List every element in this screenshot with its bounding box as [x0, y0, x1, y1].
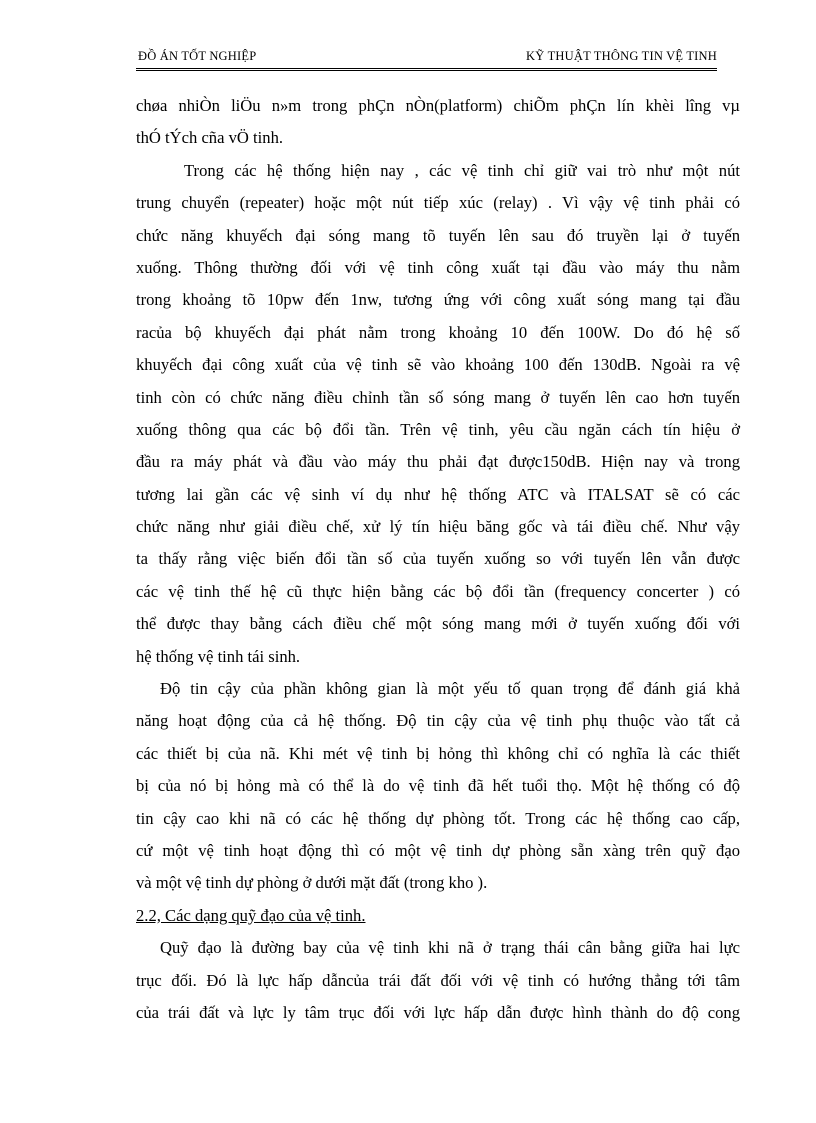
text-line: thÓ tÝch cña vÖ tinh. — [136, 128, 284, 148]
text-line: các thiết bị của nã. Khi mét vệ tinh bị hỏng thì không chỉ có nghĩa là các thiết — [136, 743, 740, 763]
text-line: tin cậy cao khi nã có các hệ thống dự phòng tốt. Trong các hệ thống cao cấp, — [136, 808, 740, 828]
header-right-title: KỸ THUẬT THÔNG TIN VỆ TINH — [526, 49, 717, 63]
text-line: Độ tin cậy của phần không gian là một yếu tố quan trọng để đánh giá khả — [160, 679, 740, 699]
text-line: ta thấy rằng việc biến đổi tần số của tuyến xuống so với tuyến lên vẫn được — [136, 549, 740, 569]
text-line: và một vệ tinh dự phòng ở dưới mặt đất (trong kho ). — [136, 873, 488, 893]
text-line: cứ một vệ tinh hoạt động thì có một vệ tinh dự phòng sẵn xàng trên quỹ đạo — [136, 840, 740, 860]
text-line: chøa nhiÒn liÖu n»m trong phÇn nÒn(platform) chiÕm phÇn lín khèi lîng vµ — [136, 96, 740, 115]
text-line: hệ thống vệ tinh tái sinh. — [136, 646, 301, 666]
text-line: đầu ra máy phát và đầu vào máy thu phải đạt được150dB. Hiện nay và trong — [136, 452, 740, 472]
text-line: xuống. Thông thường đối với vệ tinh công xuất tại đầu vào máy thu nằm — [136, 257, 740, 277]
text-line: của trái đất và lực ly tâm trục đối với lực hấp dẫn được hình thành do độ cong — [136, 1002, 740, 1022]
text-line: Quỹ đạo là đường bay của vệ tinh khi nã ở trạng thái cân bằng giữa hai lực — [160, 938, 740, 958]
page-header — [136, 46, 717, 71]
text-line: chức năng khuyếch đại sóng mang tõ tuyến lên sau đó truyền lại ở tuyến — [136, 225, 740, 245]
text-line: bị của nó bị hỏng mà có thể là do vệ tinh đã hết tuổi thọ. Một hệ thống có độ — [136, 776, 740, 796]
text-line: các vệ tinh thế hệ cũ thực hiện bằng các bộ đổi tần (frequency concerter ) có — [136, 581, 740, 601]
text-line: trong khoảng tõ 10pw đến 1nw, tương ứng với công xuất sóng mang tại đầu — [136, 290, 740, 310]
text-line: Trong các hệ thống hiện nay , các vệ tinh chỉ giữ vai trò như một nút — [184, 160, 740, 180]
text-line: năng hoạt động của cả hệ thống. Độ tin cậy của vệ tinh phụ thuộc vào tất cả — [136, 711, 740, 731]
text-line: tinh còn có chức năng điều chỉnh tần số sóng mang ở tuyến lên cao hơn tuyến — [136, 387, 740, 407]
text-line: khuyếch đại công xuất của vệ tinh sẽ vào khoảng 100 đến 130dB. Ngoài ra vệ — [136, 355, 740, 375]
text-line: thể được thay bằng cách điều chế một sóng mang mới ở tuyến xuống đối với — [136, 614, 740, 634]
section-heading: 2.2, Các dạng quỹ đạo của vệ tinh. — [136, 905, 366, 925]
header-left-title: ĐỒ ÁN TỐT NGHIỆP — [138, 49, 257, 63]
text-line: racủa bộ khuyếch đại phát nằm trong khoảng 10 đến 100W. Do đó hệ số — [136, 322, 740, 342]
text-line: chức năng như giải điều chế, xử lý tín hiệu băng gốc và tái điều chế. Như vậy — [136, 517, 740, 537]
text-line: trục đối. Đó là lực hấp dẫncủa trái đất đối với vệ tinh có hướng thẳng tới tâm — [136, 970, 740, 990]
text-line: tương lai gần các vệ sinh ví dụ như hệ thống ATC và ITALSAT sẽ có các — [136, 484, 740, 504]
document-body — [136, 90, 740, 1029]
text-line: trung chuyển (repeater) hoặc một nút tiếp xúc (relay) . Vì vậy vệ tinh phải có — [136, 193, 740, 213]
text-line: xuống thông qua các bộ đổi tần. Trên vệ tinh, yêu cầu ngăn cách tín hiệu ở — [136, 419, 740, 439]
